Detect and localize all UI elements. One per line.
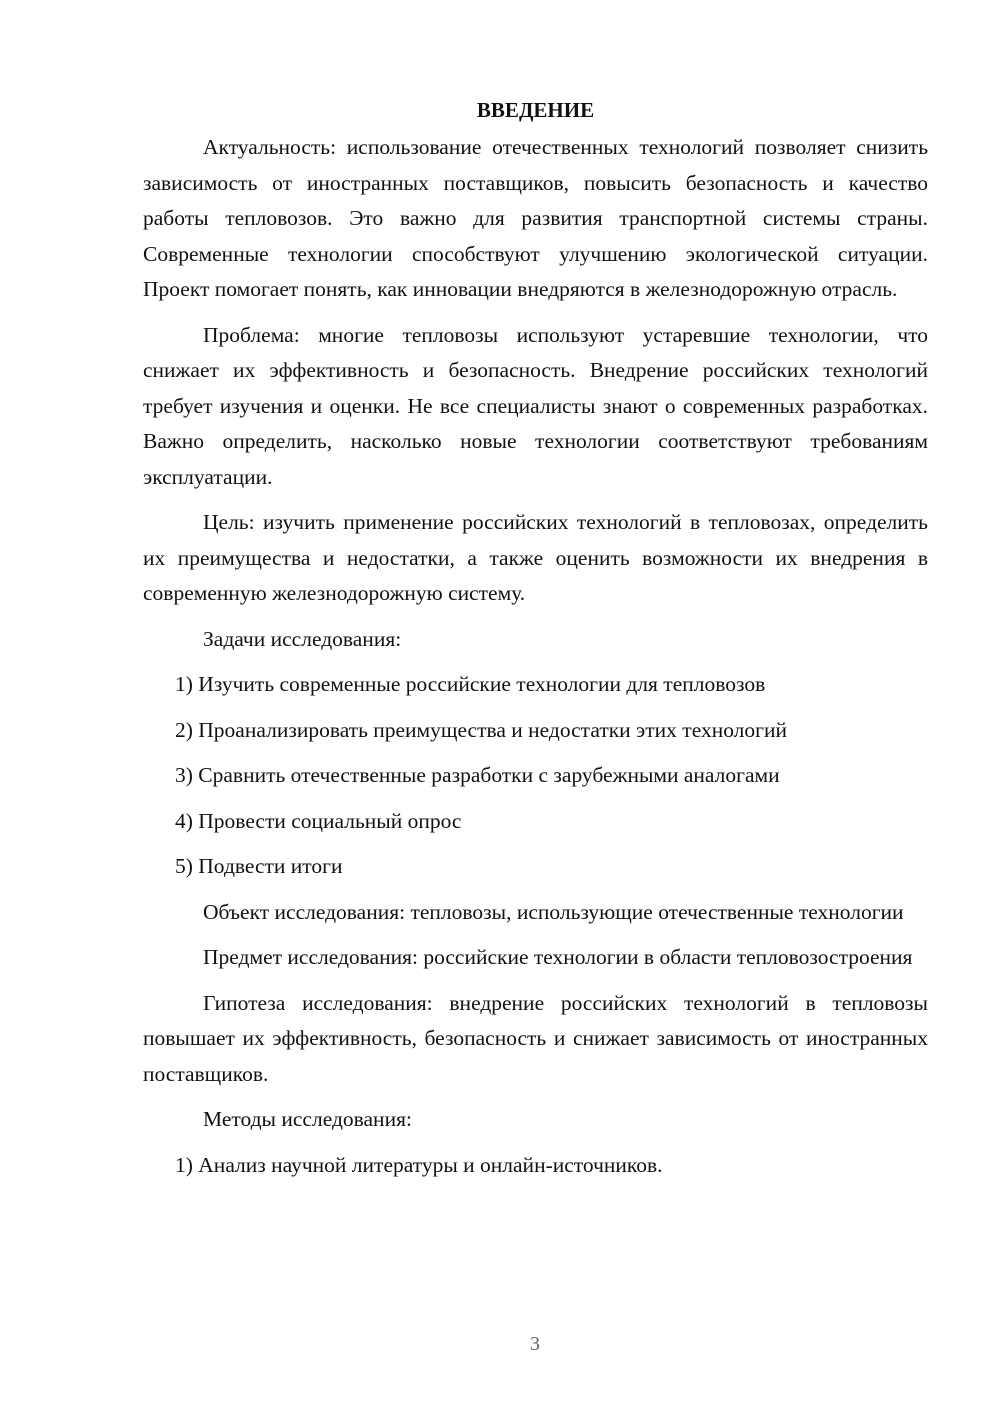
document-title: ВВЕДЕНИЕ <box>476 98 595 122</box>
list-item: 2) Проанализировать преимущества и недостатки этих технологий <box>175 717 787 742</box>
problem-paragraph: Проблема: многие тепловозы используют устаревшие технологии, что снижает их эффективность и безопасность. Внедрение российских технологий требует изучения и оценки. Не все специалисты знают о современных разработках. Важно определить, насколько новые технологии соответствуют требованиям эксплуатации. <box>143 322 928 489</box>
methods-list <box>143 1148 928 1184</box>
document-page <box>143 90 928 1193</box>
page-number: 3 <box>530 1333 540 1355</box>
list-item: 5) Подвести итоги <box>175 854 343 878</box>
goal-paragraph: Цель: изучить применение российских технологий в тепловозах, определить их преимущества и недостатки, а также оценить возможности их внедрения в современную железнодорожную систему. <box>143 510 928 605</box>
relevance-paragraph: Актуальность: использование отечественных технологий позволяет снизить зависимость от иностранных поставщиков, повысить безопасность и качество работы тепловозов. Это важно для развития транспортной системы страны. Современные технологии способствуют улучшению экологической ситуации. Проект помогает понять, как инновации внедряются в железнодорожную отрасль. <box>143 135 928 301</box>
list-item: 4) Провести социальный опрос <box>175 808 462 833</box>
list-item: 1) Анализ научной литературы и онлайн-источников. <box>175 1152 663 1177</box>
subject-paragraph: Предмет исследования: российские технологии в области тепловозостроения <box>203 945 913 969</box>
methods-heading: Методы исследования: <box>203 1107 412 1131</box>
hypothesis-paragraph: Гипотеза исследования: внедрение российских технологий в тепловозы повышает их эффективность, безопасность и снижает зависимость от иностранных поставщиков. <box>143 990 928 1086</box>
list-item: 3) Сравнить отечественные разработки с зарубежными аналогами <box>175 763 780 787</box>
list-item: 1) Изучить современные российские технологии для тепловозов <box>175 672 766 696</box>
object-paragraph: Объект исследования: тепловозы, использующие отечественные технологии <box>203 899 904 924</box>
tasks-list <box>143 667 928 885</box>
tasks-heading: Задачи исследования: <box>203 626 402 651</box>
